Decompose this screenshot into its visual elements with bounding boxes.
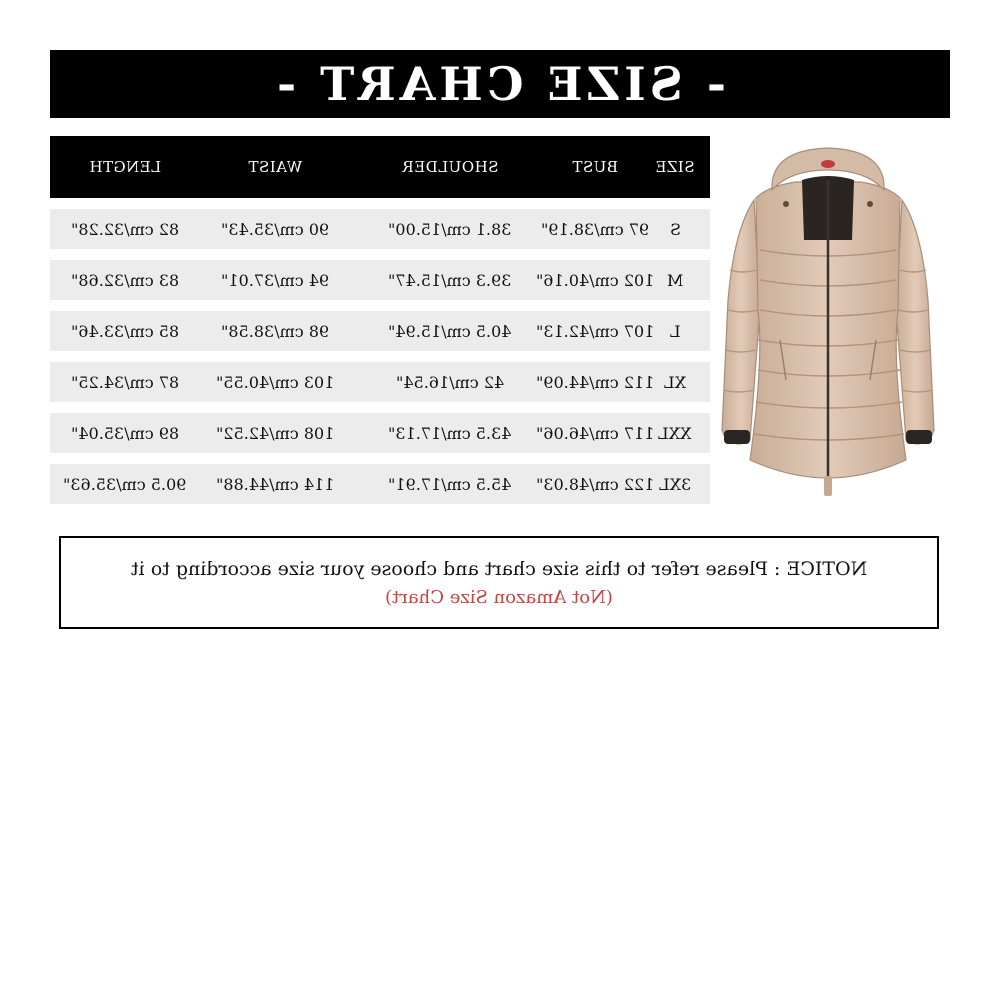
cell-shoulder: 38.1 cm/15.00" [388,219,512,239]
cell-length: 82 cm/32.28" [70,219,180,239]
cell-shoulder: 42 cm/16.54" [395,372,505,392]
cell-shoulder: 45.5 cm/17.91" [388,474,512,494]
cell-size: XXL [658,423,692,443]
cell-size: XL [663,372,686,392]
cell-length: 83 cm/32.68" [70,270,180,290]
cell-length: 87 cm/34.25" [70,372,180,392]
cell-shoulder: 39.3 cm/15.47" [388,270,512,290]
cell-length: 90.5 cm/35.63" [63,474,187,494]
cell-size: L [669,321,681,341]
cell-length: 85 cm/33.46" [70,321,180,341]
cell-length: 89 cm/35.04" [70,423,180,443]
cell-waist: 94 cm/37.01" [220,270,330,290]
cell-size: S [669,219,681,239]
cell-bust: 102 cm/40.16" [535,270,655,290]
cell-waist: 90 cm/35.43" [220,219,330,239]
header-size: SIZE [655,158,695,176]
header-shoulder: SHOULDER [401,158,499,176]
header-bust: BUST [572,158,618,176]
notice-text: NOTICE : Please refer to this size chart and choose your size according to it [130,557,868,580]
cell-bust: 122 cm/48.03" [535,474,655,494]
cell-shoulder: 40.5 cm/15.94" [388,321,512,341]
cell-waist: 108 cm/42.52" [215,423,335,443]
size-chart-title: - SIZE CHART - [273,57,727,111]
puffer-coat-illustration [716,140,940,506]
cell-size: M [666,270,684,290]
table-row [50,413,710,453]
table-row [50,464,710,504]
cell-shoulder: 43.5 cm/17.13" [388,423,512,443]
cell-waist: 98 cm/38.58" [220,321,330,341]
cell-bust: 107 cm/42.13" [535,321,655,341]
table-header-row [50,136,710,198]
table-row [50,362,710,402]
notice-box [59,536,939,629]
cell-bust: 97 cm/38.19" [540,219,650,239]
header-length: LENGTH [88,158,162,176]
size-chart-banner [50,50,950,118]
cell-waist: 114 cm/44.88" [215,474,335,494]
table-row [50,311,710,351]
table-row [50,260,710,300]
cell-waist: 103 cm/40.55" [215,372,335,392]
table-row [50,209,710,249]
cell-bust: 117 cm/46.06" [535,423,655,443]
size-table [50,136,710,504]
cell-size: 3XL [658,474,692,494]
notice-disclaimer: (Not Amazon Size Chart) [385,586,613,608]
header-waist: WAIST [247,158,303,176]
coat-product-image [716,140,940,506]
cell-bust: 112 cm/44.09" [535,372,655,392]
